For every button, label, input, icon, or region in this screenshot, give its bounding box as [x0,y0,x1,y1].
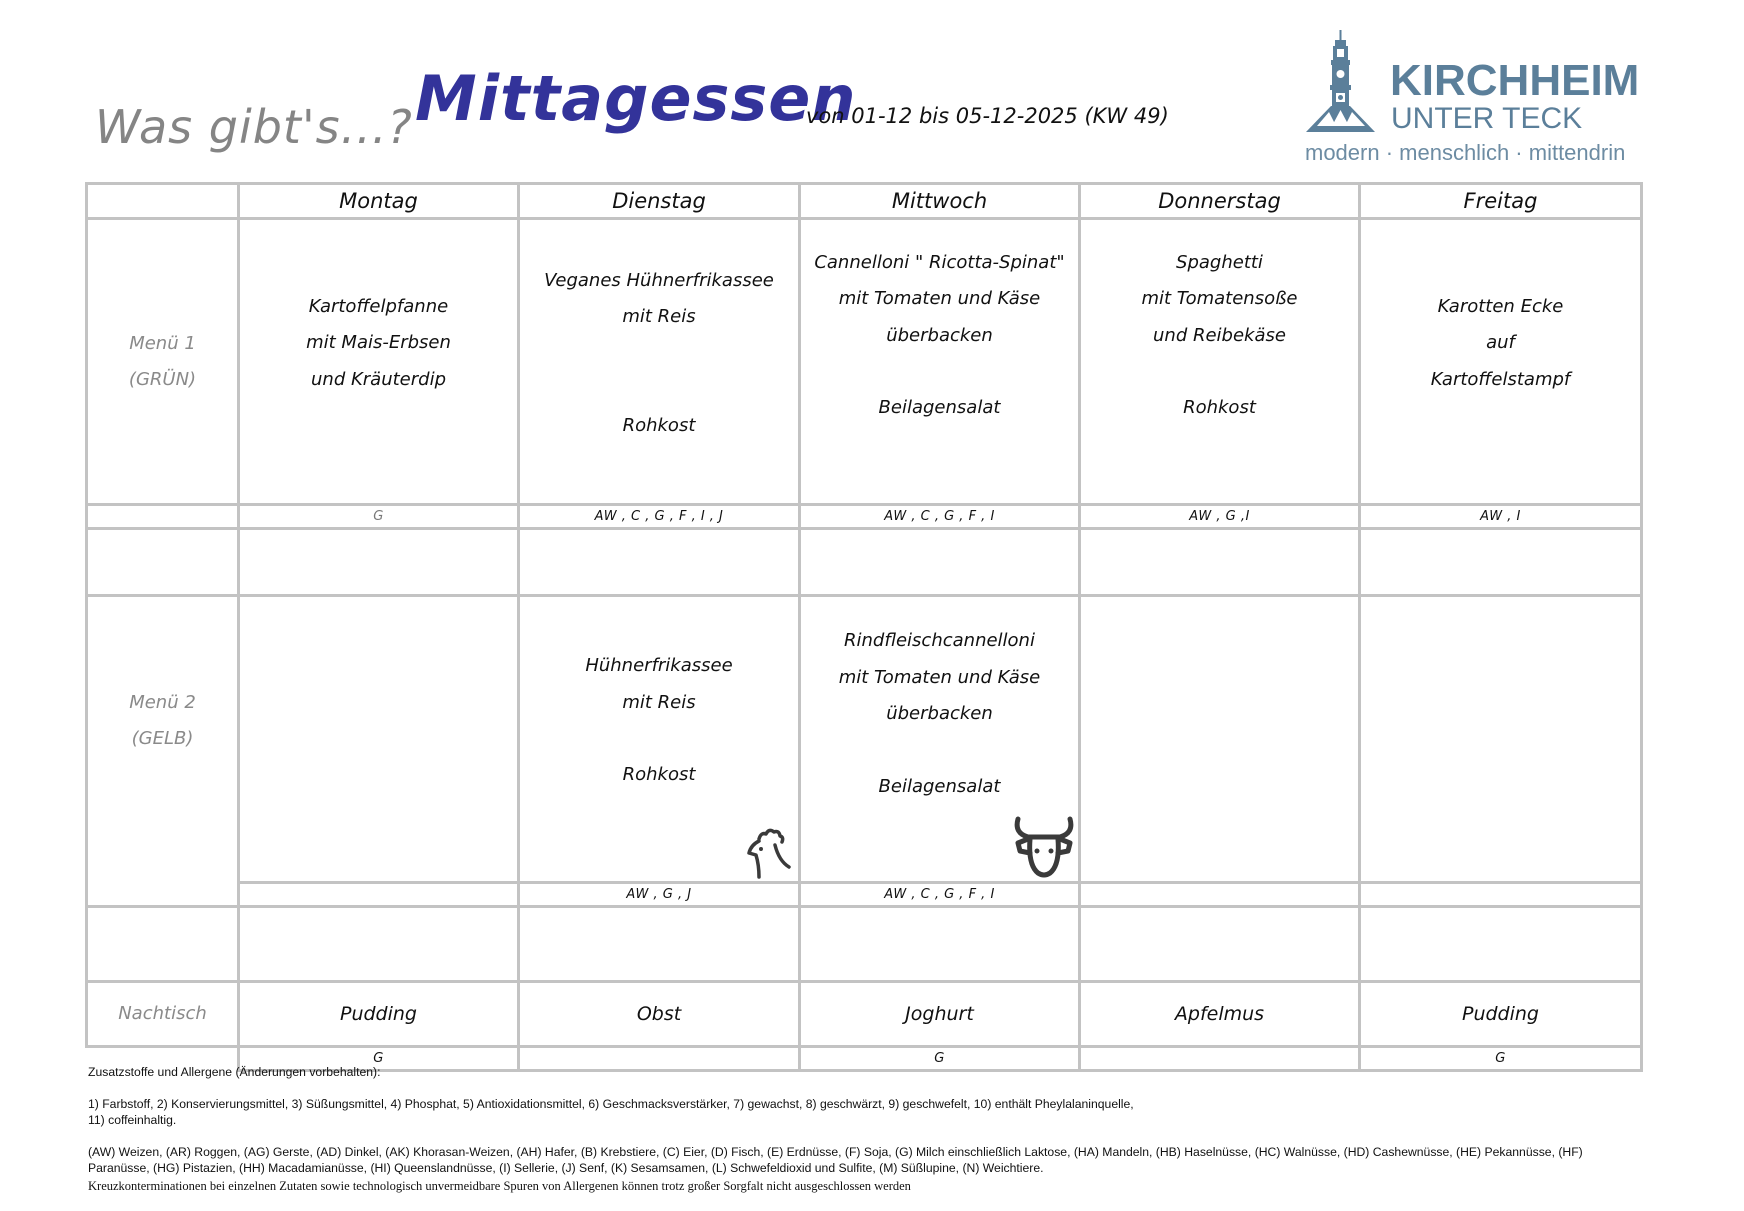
dessert-label-cell [85,980,240,1048]
dessert-montag [237,980,520,1048]
spacer-cell [517,527,801,597]
menu1-donnerstag [1078,217,1361,506]
menu1-allergens-freitag [1358,503,1643,530]
menu2-dienstag [517,594,801,884]
spacer-cell [1358,527,1643,597]
dish-line: Kartoffelpfanne [308,295,449,317]
dish-line: Karotten Ecke [1437,295,1564,317]
spacer-cell [798,905,1081,983]
menu1-allergens-mittwoch [798,503,1081,530]
dessert-donnerstag [1078,980,1361,1048]
spacer-cell [85,527,240,597]
spacer-cell [517,905,801,983]
dish-line: mit Tomaten und Käse [838,666,1041,688]
dish-line: Hühnerfrikassee [585,655,733,677]
dish-line: mit Tomatensoße [1141,288,1298,309]
corner-cell [85,182,240,220]
city-logo [1305,30,1645,170]
day-label: Montag [339,189,418,213]
dish-line: überbacken [886,703,993,724]
dish-line: mit Mais-Erbsen [306,332,451,354]
dish-line: mit Tomaten und Käse [838,288,1041,309]
spacer-cell [237,527,520,597]
dessert-label: Nachtisch [118,1003,207,1024]
dish-side: Beilagensalat [878,775,1001,797]
menu2-freitag [1358,594,1643,884]
allergen-codes: AW , C , G , F , I [884,509,995,524]
dessert-name: Apfelmus [1174,1003,1265,1025]
allergen-codes: AW , G ,I [1189,509,1250,524]
church-tower-icon [1305,30,1377,132]
day-header-mittwoch [798,182,1081,220]
dish-line: Rindfleischcannelloni [844,630,1035,651]
chicken-icon [745,827,791,879]
additives-line: 1) Farbstoff, 2) Konservierungsmittel, 3) Süßungsmittel, 4) Phosphat, 5) Antioxidationsmittel, 6) Geschmacksverstärker, 7) gewachst, 8) geschwärzt, 9) geschwefelt, 10) enthält Pheylalaninquelle, [88,1097,1134,1111]
dessert-dienstag [517,980,801,1048]
subtitle: Was gibt's...? [95,100,413,154]
menu1-allergens-dienstag [517,503,801,530]
allergens-line: Paranüsse, (HG) Pistazien, (HH) Macadamianüsse, (HI) Queenslandnüsse, (I) Sellerie, (J) Senf, (K) Sesamsamen, (L) Schwefeldioxid und Sulfite, (M) Süßlupine, (N) Weichtiere. [88,1161,1044,1175]
menu2-allergens-montag [237,881,520,908]
dessert-freitag [1358,980,1643,1048]
dish-side: Beilagensalat [878,397,1001,418]
allergen-codes: AW , C , G , F , I [884,887,995,902]
dessert-name: Obst [636,1003,682,1025]
logo-name-line2: UNTER TECK [1391,102,1583,135]
logo-name-line1: KIRCHHEIM [1390,56,1640,105]
spacer-cell [1078,527,1361,597]
menu1-allergens-montag [237,503,520,530]
allergen-codes: G [1495,1051,1506,1066]
allergen-codes: AW , C , G , F , I , J [594,509,724,524]
date-range: von 01-12 bis 05-12-2025 (KW 49) [806,104,1169,128]
dish-line: überbacken [886,324,993,346]
menu2-montag [237,594,520,884]
dish-line: Spaghetti [1176,251,1263,273]
menu2-sublabel: (GELB) [131,728,194,749]
allergen-codes: AW , G , J [626,887,692,902]
menu2-allergens-mittwoch [798,881,1081,908]
menu1-allergen-label-cell [85,503,240,530]
disclaimer: Kreuzkonterminationen bei einzelnen Zutaten sowie technologisch unvermeidbare Spuren von Allergenen können trotz großer Sorgfalt nicht ausgeschlossen werden [88,1179,911,1193]
menu1-sublabel: (GRÜN) [128,368,197,390]
menu1-label-cell [85,217,240,506]
spacer-cell [237,905,520,983]
additives-line: 11) coffeinhaltig. [88,1113,177,1127]
menu2-allergens-dienstag [517,881,801,908]
dish-side: Rohkost [622,764,696,786]
spacer-cell [798,527,1081,597]
day-header-montag [237,182,520,220]
dessert-name: Pudding [339,1003,417,1025]
spacer-cell [1078,905,1361,983]
menu2-label: Menü 2 [129,692,196,713]
menu2-allergens-donnerstag [1078,881,1361,908]
menu1-allergens-donnerstag [1078,503,1361,530]
allergens-line: (AW) Weizen, (AR) Roggen, (AG) Gerste, (AD) Dinkel, (AK) Khorasan-Weizen, (AH) Hafer, (B) Krebstiere, (C) Eier, (D) Fisch, (E) Erdnüsse, (F) Soja, (G) Milch einschließlich Laktose, (HA) Mandeln, (HB) Haselnüsse, (HC) Walnüsse, (HD) Cashewnüsse, (HE) Pekannüsse, (HF) [88,1145,1583,1159]
allergen-codes: G [373,1051,384,1066]
day-header-dienstag [517,182,801,220]
dessert-name: Pudding [1461,1003,1539,1025]
allergen-codes: AW , I [1480,509,1521,524]
dish-line: Kartoffelstampf [1430,368,1571,390]
dish-line: und Reibekäse [1153,324,1286,346]
allergen-codes: G [373,509,384,524]
menu1-freitag [1358,217,1643,506]
menu2-allergens-freitag [1358,881,1643,908]
menu2-mittwoch [798,594,1081,884]
dish-line: auf [1486,332,1515,354]
day-label: Donnerstag [1158,189,1281,213]
legend-heading: Zusatzstoffe und Allergene (Änderungen vorbehalten): [88,1065,381,1079]
dish-line: mit Reis [622,306,696,328]
dish-line: und Kräuterdip [311,368,446,390]
menu2-donnerstag [1078,594,1361,884]
menu1-mittwoch [798,217,1081,506]
menu1-label: Menü 1 [129,332,196,354]
dessert-mittwoch [798,980,1081,1048]
dish-line: Veganes Hühnerfrikassee [544,269,774,291]
day-label: Freitag [1463,189,1538,213]
menu2-label-cell [85,594,240,908]
menu1-montag [237,217,520,506]
dish-line: mit Reis [622,691,696,713]
dish-line: Cannelloni " Ricotta-Spinat" [814,251,1065,273]
spacer-cell [1358,905,1643,983]
day-label: Mittwoch [891,189,988,213]
cow-icon [1012,815,1076,879]
dish-side: Rohkost [622,414,696,436]
page-title: Mittagessen [415,62,857,135]
logo-slogan: modern · menschlich · mittendrin [1305,140,1626,165]
dish-side: Rohkost [1183,397,1256,418]
allergen-codes: G [934,1051,945,1066]
day-header-freitag [1358,182,1643,220]
day-header-donnerstag [1078,182,1361,220]
menu1-dienstag [517,217,801,506]
spacer-cell [85,905,240,983]
dessert-name: Joghurt [905,1003,974,1025]
day-label: Dienstag [612,189,706,213]
allergen-legend [88,1064,1648,1194]
